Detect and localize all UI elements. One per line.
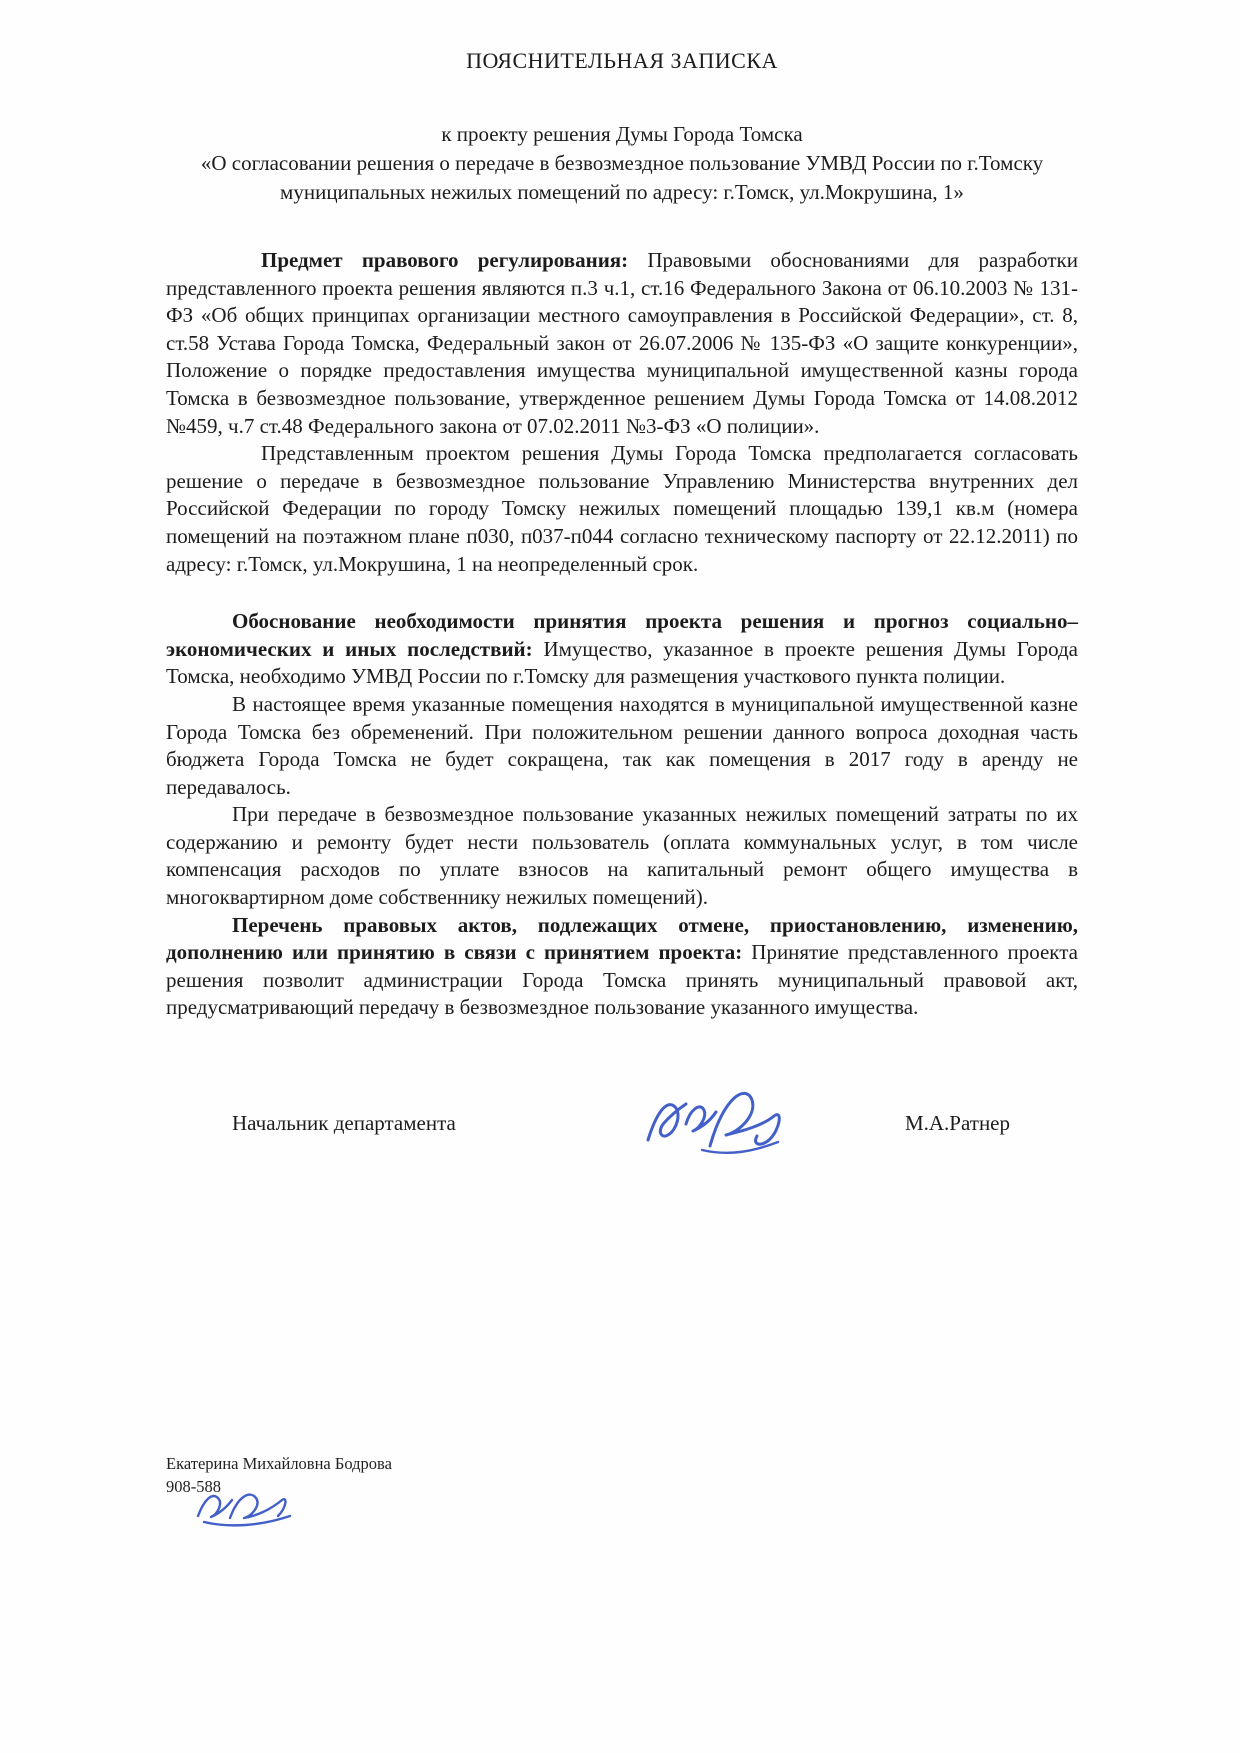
document-content: [166, 48, 1078, 1162]
paragraph-text: Правовыми обоснованиями для разработки представленного проекта решения являются п.3 ч.1, ст.16 Федерального Закона от 06.10.2003 № 131-ФЗ «Об общих принципах организации местного самоуправления в Российской Федерации», ст. 8, ст.58 Устава Города Томска, Федеральный закон от 26.07.2006 № 135-ФЗ «О защите конкуренции», Положение о порядке предоставления имущества муниципальной имущественной казны города Томска в безвозмездное пользование, утвержденное решением Думы Города Томска от 14.08.2012 №459, ч.7 ст.48 Федерального закона от 07.02.2011 №3-ФЗ «О полиции».: [166, 248, 1078, 438]
executor-phone: 908-588: [166, 1477, 221, 1496]
subtitle-line-1: к проекту решения Думы Города Томска: [441, 122, 803, 146]
paragraph-text: В настоящее время указанные помещения находятся в муниципальной имущественной казне Города Томска без обременений. При положительном решении данного вопроса доходная часть бюджета Города Томска не будет сокращена, так как помещения в 2017 году в аренду не передавалось.: [166, 691, 1078, 799]
paragraph-acts-list: [166, 912, 1078, 1022]
paragraph-text: Имущество, указанное в проекте решения Думы Города Томска, необходимо УМВД России по г.Томску для размещения участкового пункта полиции.: [166, 636, 1078, 689]
paragraph-proposal: [166, 440, 1078, 578]
subtitle-line-2: «О согласовании решения о передаче в безвозмездное пользование УМВД России по г.Томску: [200, 151, 1044, 175]
paragraph-lead: Обоснование необходимости принятия проекта решения и прогноз социально–экономических и иных последствий:: [166, 609, 1078, 661]
document-subtitle: [166, 120, 1078, 207]
paragraph-text: Принятие представленного проекта решения позволит администрации Города Томска принять муниципальный правовой акт, предусматривающий передачу в безвозмездное пользование указанного имущества.: [166, 940, 1078, 1020]
paragraph-justification: [166, 608, 1078, 691]
paragraph-lead: Предмет правового регулирования:: [261, 248, 648, 272]
document-title: ПОЯСНИТЕЛЬНАЯ ЗАПИСКА: [466, 48, 778, 73]
paragraph-legal-basis: [166, 247, 1078, 440]
paragraph-lead: Перечень правовых актов, подлежащих отмене, приостановлению, изменению, дополнению или принятию в связи с принятием проекта:: [166, 912, 1078, 965]
subtitle-line-3: муниципальных нежилых помещений по адресу: г.Томск, ул.Мокрушина, 1»: [280, 180, 964, 204]
signature-position-label: Начальник департамента: [232, 1110, 456, 1135]
paragraph-text: При передаче в безвозмездное пользование указанных нежилых помещений затраты по их содержанию и ремонту будет нести пользователь (оплата коммунальных услуг, в том числе компенсация расходов по уплате взносов на капитальный ремонт общего имущества в многоквартирном доме собственнику нежилых помещений).: [166, 802, 1078, 910]
signature-name: М.А.Ратнер: [904, 1110, 1010, 1135]
executor-footer: [166, 1452, 392, 1498]
paragraph-current-state: [166, 691, 1078, 801]
paragraph-text: Представленным проектом решения Думы Города Томска предполагается согласовать решение о передаче в безвозмездное пользование Управлению Министерства внутренних дел Российской Федерации по городу Томску нежилых помещений площадью 139,1 кв.м (номера помещений на поэтажном плане п030, п037-п044 согласно техническому паспорту от 22.12.2011) по адресу: г.Томск, ул.Мокрушина, 1 на неопределенный срок.: [166, 441, 1078, 576]
signature-block: [166, 1084, 1078, 1162]
executor-signature-ink-image: [194, 1486, 304, 1530]
paragraph-costs: [166, 801, 1078, 911]
signature-ink-image: [640, 1084, 800, 1162]
executor-name: Екатерина Михайловна Бодрова: [166, 1454, 392, 1473]
